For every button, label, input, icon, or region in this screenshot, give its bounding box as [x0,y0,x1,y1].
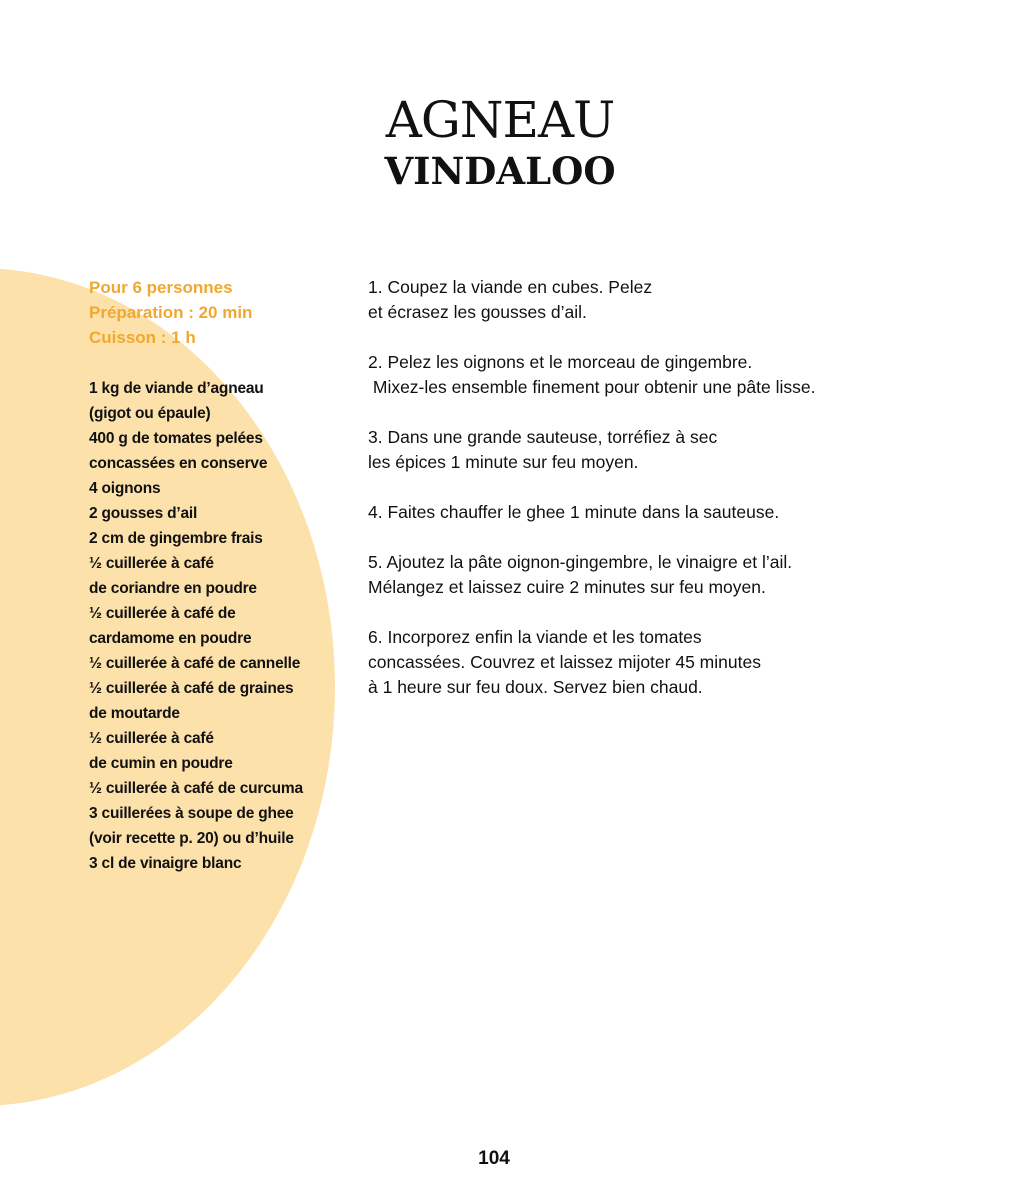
step-line: Mélangez et laissez cuire 2 minutes sur feu moyen. [368,577,766,597]
ingredient-line: 2 cm de gingembre frais [89,530,263,547]
preparation-time: Préparation : 20 min [89,303,253,322]
step-line: 6. Incorporez enfin la viande et les tomates [368,627,702,647]
ingredient-line: concassées en conserve [89,455,268,472]
title-line-1: AGNEAU [385,91,615,149]
step-line: Mixez-les ensemble finement pour obtenir une pâte lisse. [368,377,816,397]
ingredient-line: ½ cuillerée à café de cannelle [89,655,301,672]
ingredient-line: ½ cuillerée à café [89,555,214,572]
step-4 [368,500,968,525]
ingredient-line: ½ cuillerée à café de graines [89,680,294,697]
page-number: 104 [478,1148,510,1169]
step-line: les épices 1 minute sur feu moyen. [368,452,639,472]
ingredient-line: 2 gousses d’ail [89,505,198,522]
step-line: 3. Dans une grande sauteuse, torréfiez à sec [368,427,718,447]
ingredient-line: 3 cuillerées à soupe de ghee [89,805,294,822]
step-2 [368,350,968,400]
step-line: 2. Pelez les oignons et le morceau de gingembre. [368,352,753,372]
step-line: et écrasez les gousses d’ail. [368,302,587,322]
servings: Pour 6 personnes [89,278,233,297]
step-line: à 1 heure sur feu doux. Servez bien chaud. [368,677,703,697]
ingredients-list [89,376,339,876]
ingredient-line: de cumin en poudre [89,755,233,772]
ingredient-line: (voir recette p. 20) ou d’huile [89,830,294,847]
ingredient-line: ½ cuillerée à café [89,730,214,747]
ingredient-line: 3 cl de vinaigre blanc [89,855,242,872]
ingredient-line: de moutarde [89,705,180,722]
ingredient-line: 400 g de tomates pelées [89,430,263,447]
ingredient-line: ½ cuillerée à café de curcuma [89,780,303,797]
ingredient-line: ½ cuillerée à café de [89,605,236,622]
step-1 [368,275,968,325]
step-3 [368,425,968,475]
ingredient-line: 4 oignons [89,480,161,497]
ingredient-line: cardamome en poudre [89,630,252,647]
step-line: 5. Ajoutez la pâte oignon-gingembre, le vinaigre et l’ail. [368,552,793,572]
step-5 [368,550,968,600]
recipe-title [380,92,620,192]
step-line: 4. Faites chauffer le ghee 1 minute dans la sauteuse. [368,502,780,522]
recipe-meta [89,275,252,350]
step-6 [368,625,968,700]
ingredient-line: (gigot ou épaule) [89,405,211,422]
steps-list [368,275,968,725]
cooking-time: Cuisson : 1 h [89,328,196,347]
step-line: 1. Coupez la viande en cubes. Pelez [368,277,653,297]
ingredient-line: 1 kg de viande d’agneau [89,380,264,397]
step-line: concassées. Couvrez et laissez mijoter 45 minutes [368,652,761,672]
title-line-2: VINDALOO [384,149,616,193]
ingredient-line: de coriandre en poudre [89,580,257,597]
